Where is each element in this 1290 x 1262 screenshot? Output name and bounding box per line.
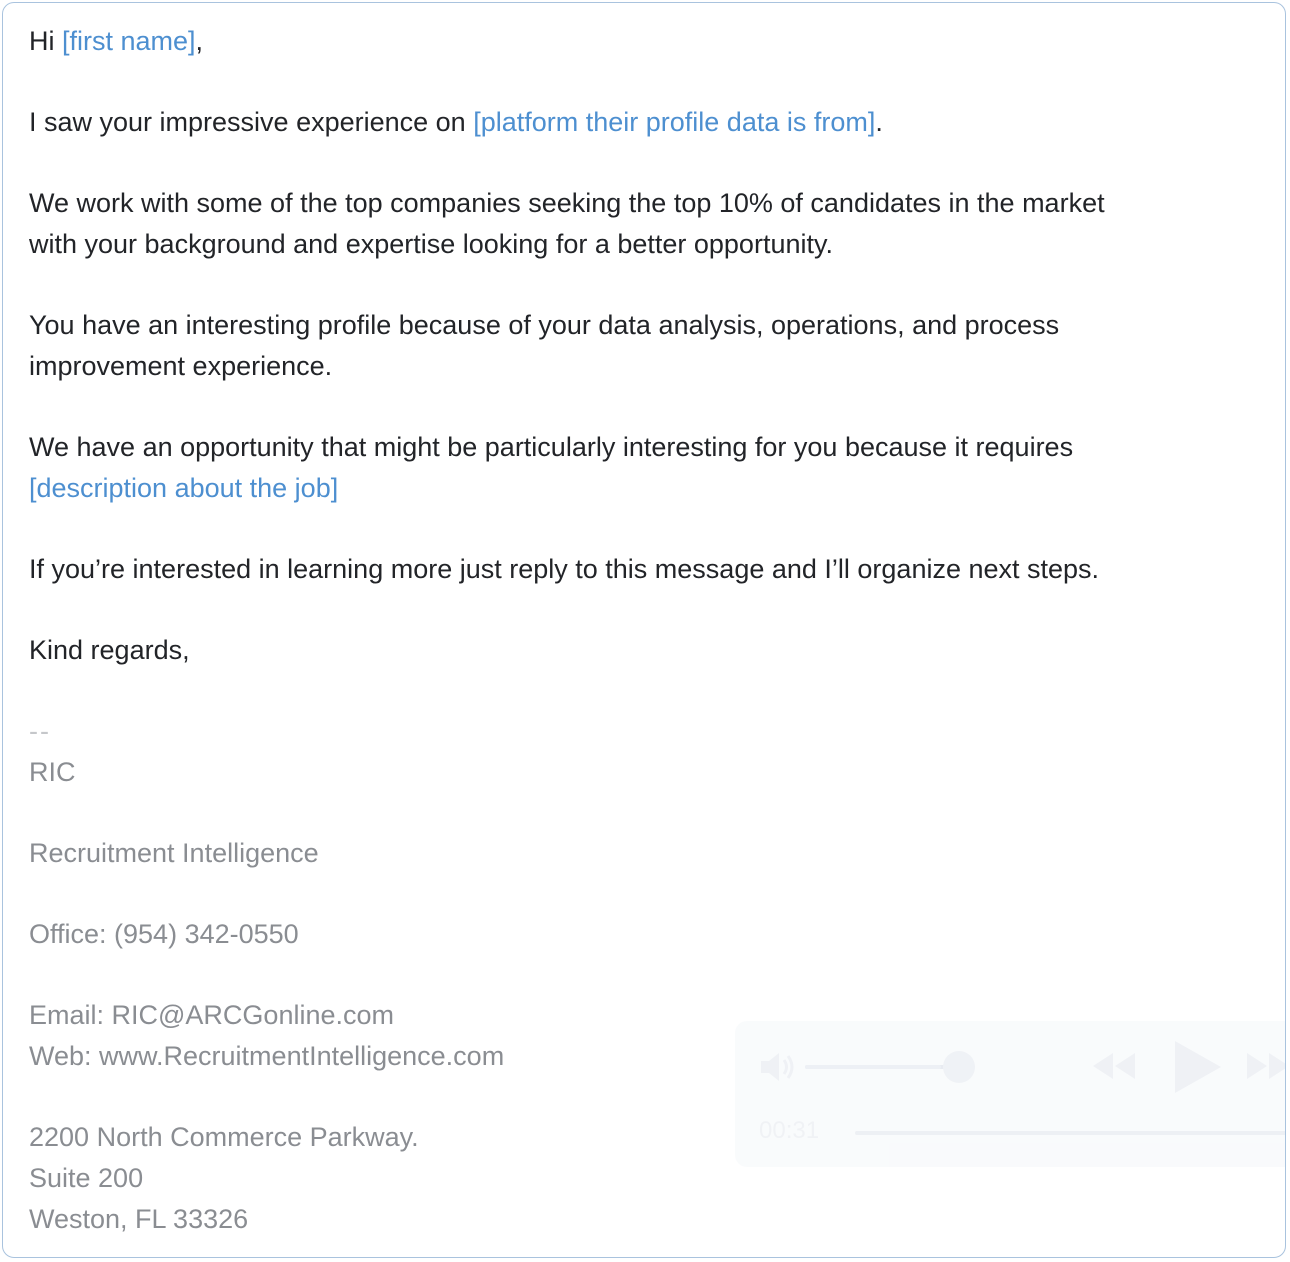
email-template-card bbox=[2, 2, 1286, 1258]
profile-line-2: improvement experience. bbox=[29, 351, 333, 381]
signature-address-line-3: Weston, FL 33326 bbox=[29, 1204, 249, 1234]
greeting-comma: , bbox=[195, 26, 204, 56]
opportunity-paragraph bbox=[29, 427, 1269, 509]
rewind-icon[interactable] bbox=[1089, 1051, 1139, 1081]
signature-office-phone: Office: (954) 342-0550 bbox=[29, 919, 299, 949]
signature-company: Recruitment Intelligence bbox=[29, 838, 319, 868]
fast-forward-icon[interactable] bbox=[1243, 1051, 1286, 1081]
play-icon[interactable] bbox=[1169, 1037, 1225, 1097]
signature-address-line-1: 2200 North Commerce Parkway. bbox=[29, 1122, 419, 1152]
media-player bbox=[735, 1021, 1286, 1167]
signature-web: Web: www.RecruitmentIntelligence.com bbox=[29, 1041, 505, 1071]
greeting-line bbox=[29, 21, 1269, 62]
greeting-text: Hi bbox=[29, 26, 62, 56]
signature-separator: -- bbox=[29, 716, 51, 746]
closing-line: Kind regards, bbox=[29, 635, 190, 665]
intro-paragraph bbox=[29, 102, 1269, 143]
signature-name: RIC bbox=[29, 757, 76, 787]
profile-paragraph bbox=[29, 305, 1269, 387]
seek-bar[interactable] bbox=[855, 1131, 1286, 1135]
volume-slider[interactable] bbox=[805, 1065, 965, 1069]
volume-slider-handle[interactable] bbox=[943, 1051, 975, 1083]
profile-line-1: You have an interesting profile because of your data analysis, operations, and process bbox=[29, 310, 1060, 340]
companies-line-2: with your background and expertise looking for a better opportunity. bbox=[29, 229, 833, 259]
first-name-placeholder: [first name] bbox=[62, 26, 196, 56]
companies-paragraph bbox=[29, 183, 1269, 265]
intro-text: I saw your impressive experience on bbox=[29, 107, 474, 137]
playback-time: 00:31 bbox=[759, 1117, 820, 1144]
volume-icon[interactable] bbox=[757, 1049, 797, 1085]
companies-line-1: We work with some of the top companies seeking the top 10% of candidates in the market bbox=[29, 188, 1105, 218]
intro-period: . bbox=[875, 107, 883, 137]
opportunity-line-1: We have an opportunity that might be particularly interesting for you because it requires bbox=[29, 432, 1074, 462]
platform-placeholder: [platform their profile data is from] bbox=[473, 107, 876, 137]
next-steps-text: If you’re interested in learning more just reply to this message and I’ll organize next steps. bbox=[29, 554, 1100, 584]
signature-email: Email: RIC@ARCGonline.com bbox=[29, 1000, 395, 1030]
signature-address-line-2: Suite 200 bbox=[29, 1163, 144, 1193]
next-steps-paragraph bbox=[29, 549, 1269, 590]
volume-slider-fill bbox=[805, 1065, 941, 1069]
job-description-placeholder: [description about the job] bbox=[29, 473, 339, 503]
